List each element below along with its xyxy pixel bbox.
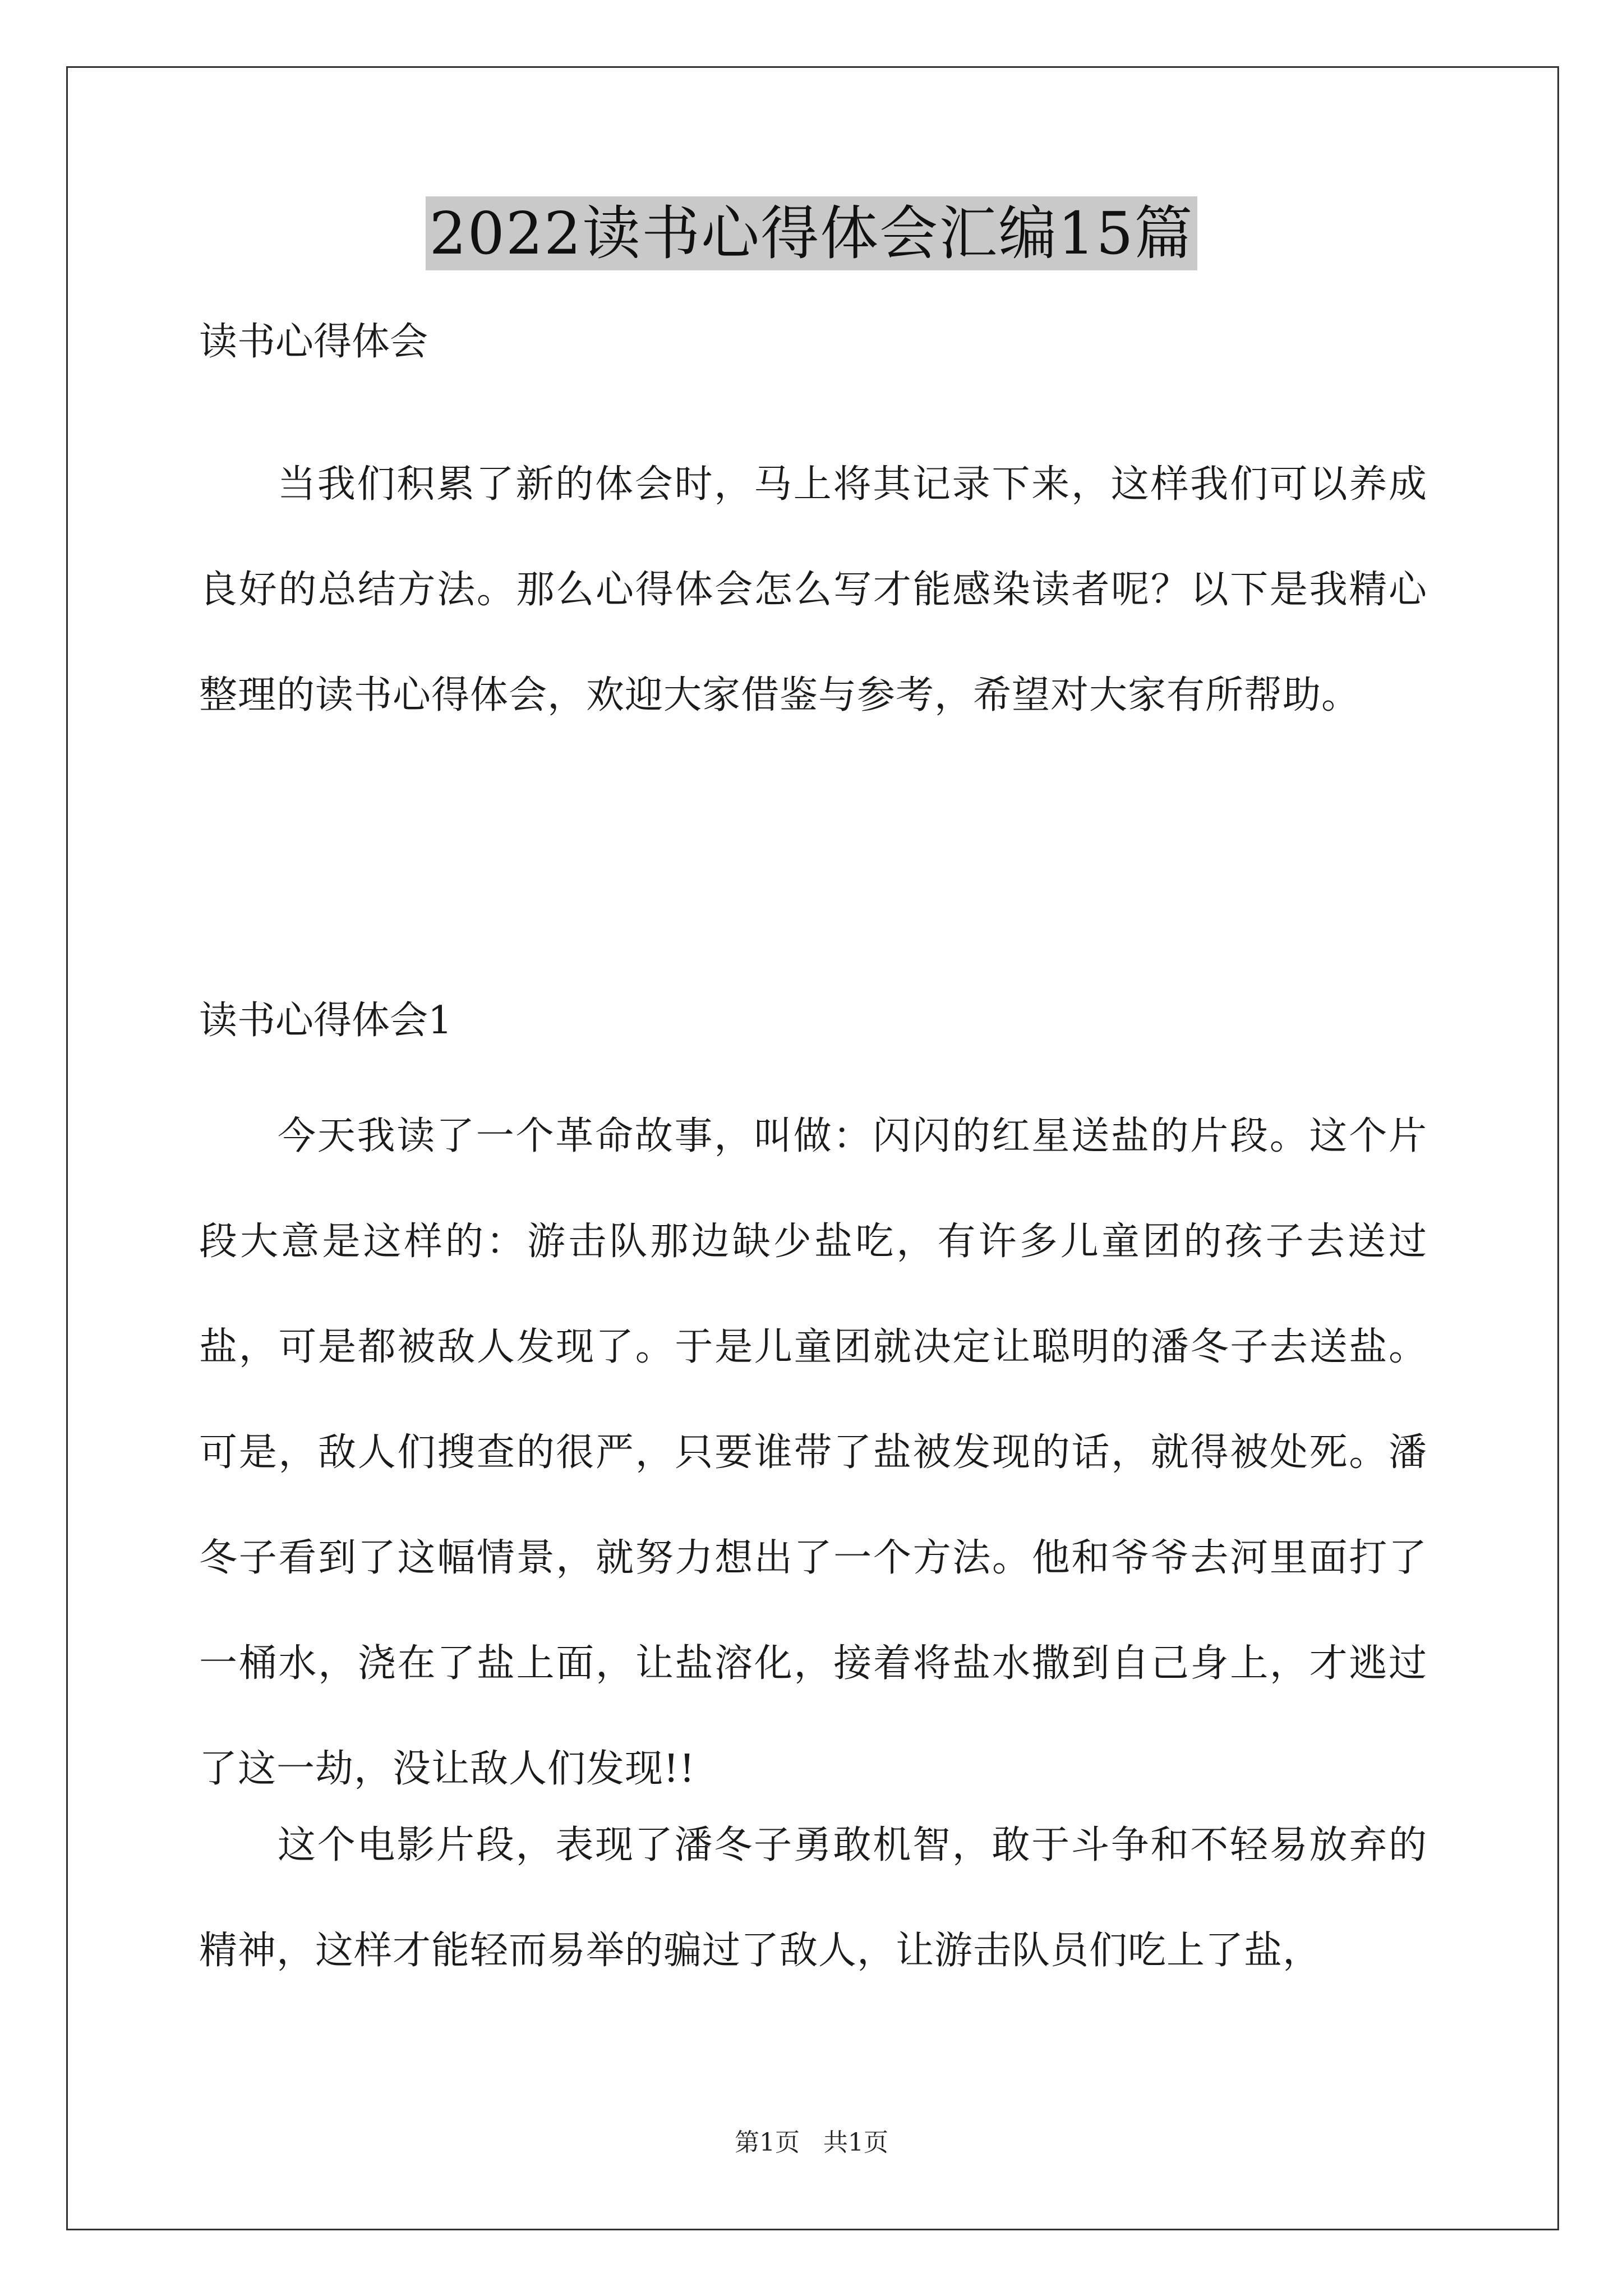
title-container [0, 196, 1623, 270]
document-title: 2022读书心得体会汇编15篇 [426, 196, 1197, 270]
paragraph-intro: 当我们积累了新的体会时，马上将其记录下来，这样我们可以养成良好的总结方法。那么心得体会怎么写才能感染读者呢？以下是我精心整理的读书心得体会，欢迎大家借鉴与参考，希望对大家有所帮助。 [199, 462, 1427, 717]
page-footer: 第1页 共1页 [735, 2128, 888, 2157]
paragraph-1-1: 今天我读了一个革命故事，叫做：闪闪的红星送盐的片段。这个片段大意是这样的：游击队那边缺少盐吃，有许多儿童团的孩子去送过盐，可是都被敌人发现了。于是儿童团就决定让聪明的潘冬子去送盐。可是，敌人们搜查的很严，只要谁带了盐被发现的话，就得被处死。潘冬子看到了这幅情景，就努力想出了一个方法。他和爷爷去河里面打了一桶水，浇在了盐上面，让盐溶化，接着将盐水撒到自己身上，才逃过了这一劫，没让敌人们发现!! [199, 1114, 1427, 1791]
section-heading-1: 读书心得体会1 [199, 999, 453, 1043]
paragraph-1-2: 这个电影片段，表现了潘冬子勇敢机智，敢于斗争和不轻易放弃的精神，这样才能轻而易举的骗过了敌人，让游击队员们吃上了盐， [199, 1823, 1427, 1973]
section-heading-intro: 读书心得体会 [199, 320, 428, 364]
